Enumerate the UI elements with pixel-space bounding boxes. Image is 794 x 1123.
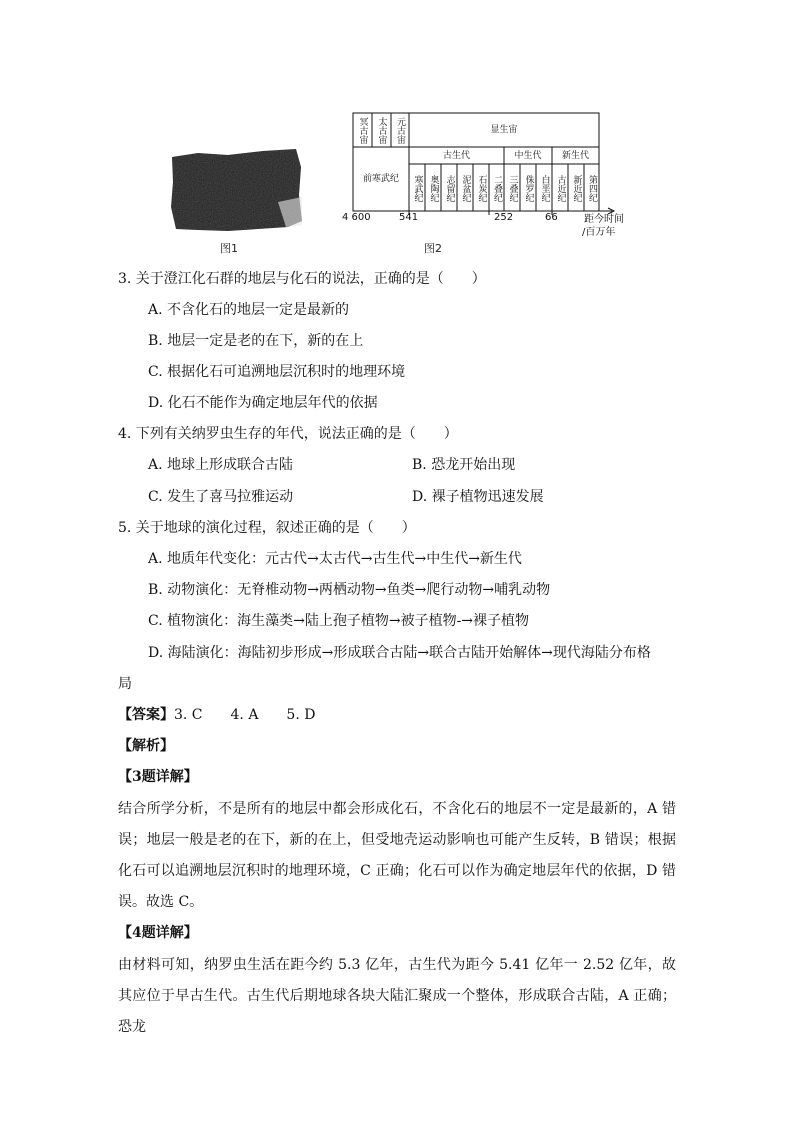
q4-option-a: A. 地球上形成联合古陆: [148, 457, 294, 473]
q4-option-c: C. 发生了喜马拉雅运动: [148, 489, 294, 505]
eon-phanerozoic: 显生宙: [490, 125, 518, 135]
figure1-caption: 图1: [220, 242, 238, 255]
era-cenozoic: 新生代: [561, 150, 589, 161]
q4-option-b: B. 恐龙开始出现: [412, 457, 516, 473]
period-paleogene: 古近纪: [555, 174, 566, 202]
detail4-label: 【4题详解】: [118, 925, 198, 941]
fossil-photo: [168, 147, 303, 233]
precambrian-label: 前寒武纪: [362, 174, 399, 184]
period-jurassic: 侏罗纪: [523, 174, 534, 202]
period-quaternary: 第四纪: [587, 174, 597, 202]
q3-stem: 3. 关于澄江化石群的地层与化石的说法，正确的是（ ）: [118, 271, 486, 287]
period-carboniferous: 石炭纪: [476, 174, 487, 202]
period-devonian: 泥盆纪: [460, 174, 471, 202]
detail3-text: 结合所学分析，不是所有的地层中都会形成化石，不含化石的地层不一定是最新的，A 错误；地层一般是老的在下，新的在上，但受地壳运动影响也可能产生反转，B 错误；根据化石可以追溯地层沉积时的地理环境，C 正确；化石可以作为确定地层年代的依据，D 错误。故选 C。: [118, 801, 676, 910]
q5-stem: 5. 关于地球的演化过程，叙述正确的是（ ）: [118, 520, 416, 536]
eon-proterozoic: 元古宙: [395, 116, 405, 144]
answer-line: [118, 705, 315, 725]
answer-items: 3. C 4. A 5. D: [174, 707, 316, 723]
period-silurian: 志留纪: [444, 174, 455, 202]
q3-option-a: A. 不含化石的地层一定是最新的: [148, 302, 350, 318]
tick-66: 66: [545, 212, 558, 223]
q4-option-d: D. 裸子植物迅速发展: [412, 489, 544, 505]
tick-541: 541: [399, 212, 419, 223]
era-mesozoic: 中生代: [514, 150, 542, 161]
q5-option-d: D. 海陆演化：海陆初步形成→形成联合古陆→联合古陆开始解体→现代海陆分布格: [148, 645, 651, 661]
eon-hadean: 冥古宙: [357, 116, 368, 144]
period-cambrian: 寒武纪: [412, 174, 423, 202]
eon-archean: 太古宙: [376, 116, 387, 144]
q4-stem: 4. 下列有关纳罗虫生存的年代，说法正确的是（ ）: [118, 426, 458, 442]
q3-option-d: D. 化石不能作为确定地层年代的依据: [148, 395, 378, 411]
geologic-time-table: [342, 108, 626, 238]
q3-option-c: C. 根据化石可追溯地层沉积时的地理环境: [148, 364, 406, 380]
q3-option-b: B. 地层一定是老的在下，新的在上: [148, 333, 364, 349]
axis-label-unit: /百万年: [582, 227, 616, 238]
period-triassic: 三叠纪: [507, 174, 518, 202]
q5-option-a: A. 地质年代变化：元古代→太古代→古生代→中生代→新生代: [148, 551, 522, 567]
period-ordovician: 奥陶纪: [428, 174, 439, 202]
period-neogene: 新近纪: [571, 174, 582, 202]
period-permian: 二叠纪: [492, 174, 502, 202]
figure2-caption: 图2: [424, 242, 442, 255]
analysis-label: 【解析】: [118, 738, 174, 754]
tick-4600: 4 600: [342, 212, 371, 223]
answer-label: 【答案】: [118, 707, 174, 723]
axis-label-time: 距今时间: [584, 214, 624, 225]
detail3-label: 【3题详解】: [118, 769, 198, 785]
q5-option-c: C. 植物演化：海生藻类→陆上孢子植物→被子植物-→裸子植物: [148, 613, 530, 629]
period-cretaceous: 白垩纪: [539, 174, 550, 202]
q5-option-d-cont: 局: [118, 676, 132, 692]
detail4-text: 由材料可知，纳罗虫生活在距今约 5.3 亿年，古生代为距今 5.41 亿年一 2.52 亿年，故其应位于早古生代。古生代后期地球各块大陆汇聚成一个整体，形成联合古陆，A 正确；恐龙: [118, 957, 676, 1035]
era-paleozoic: 古生代: [442, 150, 470, 161]
tick-252: 252: [494, 212, 514, 223]
q5-option-b: B. 动物演化：无脊椎动物→两栖动物→鱼类→爬行动物→哺乳动物: [148, 582, 551, 598]
